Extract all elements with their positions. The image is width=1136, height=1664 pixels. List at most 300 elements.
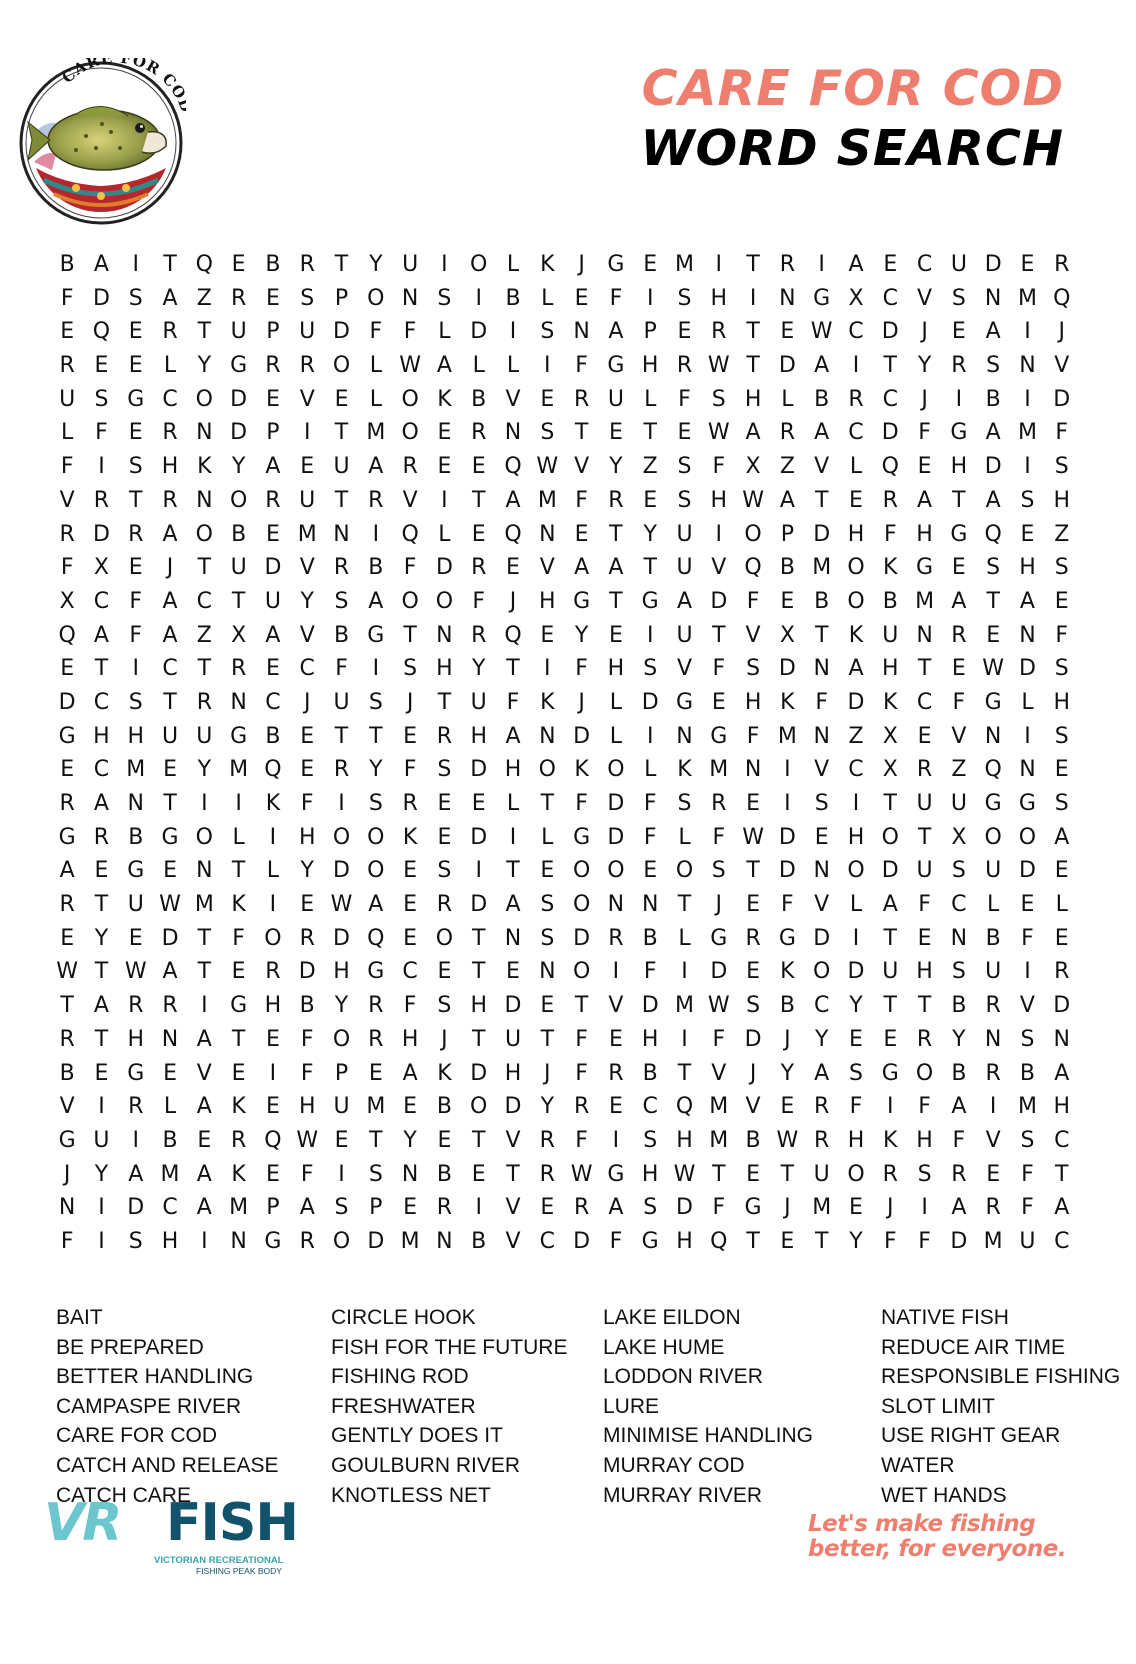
grid-letter[interactable]: F [60,285,74,311]
grid-letter[interactable]: F [609,1228,623,1254]
grid-letter[interactable]: A [368,892,384,918]
grid-letter[interactable]: I [818,252,825,277]
grid-letter[interactable]: R [368,1026,384,1052]
grid-letter[interactable]: E [368,1060,383,1086]
grid-letter[interactable]: D [92,285,110,311]
grid-letter[interactable]: J [784,1026,791,1052]
grid-letter[interactable]: T [609,521,623,547]
grid-letter[interactable]: J [441,1026,448,1052]
grid-letter[interactable]: I [646,285,654,311]
grid-letter[interactable]: R [59,791,75,816]
grid-letter[interactable]: I [269,824,277,850]
grid-letter[interactable]: L [644,757,657,783]
grid-letter[interactable]: A [1054,1060,1070,1086]
grid-letter[interactable]: K [883,689,898,715]
grid-letter[interactable]: E [265,521,280,547]
grid-letter[interactable]: G [881,1060,899,1086]
grid-letter[interactable]: U [916,791,933,816]
grid-letter[interactable]: U [59,386,76,412]
grid-letter[interactable]: D [504,993,522,1019]
grid-letter[interactable]: S [1054,791,1069,816]
grid-letter[interactable]: E [780,588,795,614]
grid-letter[interactable]: H [1053,1094,1071,1120]
grid-letter[interactable]: A [951,1094,967,1120]
grid-letter[interactable]: E [231,959,246,985]
grid-letter[interactable]: S [368,1161,383,1187]
grid-letter[interactable]: S [711,386,726,412]
grid-letter[interactable]: I [612,1127,620,1153]
grid-letter[interactable]: S [1054,656,1069,682]
grid-letter[interactable]: E [883,252,898,277]
grid-letter[interactable]: J [887,1195,894,1221]
grid-letter[interactable]: E [540,1195,555,1221]
grid-letter[interactable]: O [607,858,625,884]
grid-letter[interactable]: L [163,1094,177,1120]
grid-letter[interactable]: B [368,555,384,581]
grid-letter[interactable]: D [504,1094,522,1120]
grid-letter[interactable]: D [710,959,728,985]
grid-letter[interactable]: B [642,925,658,951]
grid-letter[interactable]: T [712,1161,726,1187]
grid-letter[interactable]: E [1020,521,1035,547]
grid-letter[interactable]: V [299,622,315,648]
grid-letter[interactable]: M [400,1228,420,1254]
grid-letter[interactable]: A [162,622,178,648]
grid-letter[interactable]: F [575,487,588,513]
grid-letter[interactable]: E [403,892,418,918]
grid-letter[interactable]: N [1019,757,1036,783]
grid-letter[interactable]: H [264,993,282,1019]
grid-letter[interactable]: S [437,858,452,884]
grid-letter[interactable]: A [951,1195,967,1221]
grid-letter[interactable]: D [573,925,591,951]
grid-letter[interactable]: O [470,1094,488,1120]
grid-letter[interactable]: H [539,588,556,614]
grid-letter[interactable]: K [231,1094,246,1120]
grid-letter[interactable]: U [676,622,693,648]
grid-letter[interactable]: I [303,420,311,446]
grid-letter[interactable]: J [166,555,174,581]
grid-letter[interactable]: R [59,521,75,547]
grid-letter[interactable]: U [1019,1228,1036,1254]
grid-letter[interactable]: Z [196,622,212,648]
grid-letter[interactable]: E [163,757,177,783]
grid-letter[interactable]: E [608,622,623,648]
grid-letter[interactable]: R [985,1195,1001,1221]
grid-letter[interactable]: D [1018,858,1036,884]
grid-letter[interactable]: E [231,1060,246,1086]
grid-letter[interactable]: E [1054,757,1069,783]
grid-letter[interactable]: Y [643,521,657,547]
grid-letter[interactable]: N [779,285,796,311]
grid-letter[interactable]: F [712,824,726,850]
grid-letter[interactable]: E [60,656,75,682]
grid-letter[interactable]: R [608,1060,624,1086]
grid-letter[interactable]: E [437,824,452,850]
grid-letter[interactable]: R [1054,252,1070,277]
grid-letter[interactable]: E [917,454,932,480]
grid-letter[interactable]: S [711,858,726,884]
grid-letter[interactable]: T [506,1161,520,1187]
grid-letter[interactable]: T [574,993,589,1019]
grid-letter[interactable]: M [229,1195,249,1221]
grid-letter[interactable]: Y [197,353,212,379]
grid-letter[interactable]: V [196,1060,212,1086]
grid-letter[interactable]: V [505,1195,521,1221]
grid-letter[interactable]: Q [401,521,419,547]
grid-letter[interactable]: C [848,420,864,446]
grid-letter[interactable]: E [608,420,623,446]
grid-letter[interactable]: H [161,1228,179,1254]
grid-letter[interactable]: D [778,858,796,884]
grid-letter[interactable]: R [93,487,110,513]
grid-letter[interactable]: N [1019,353,1036,379]
grid-letter[interactable]: T [231,858,246,884]
grid-letter[interactable]: X [93,555,109,581]
grid-letter[interactable]: T [129,487,143,513]
grid-letter[interactable]: A [402,1060,418,1086]
grid-letter[interactable]: U [950,252,967,277]
grid-letter[interactable]: K [677,757,692,783]
grid-letter[interactable]: H [401,1026,419,1052]
grid-letter[interactable]: M [709,1094,729,1120]
grid-letter[interactable]: P [369,1195,383,1221]
grid-letter[interactable]: Q [984,757,1002,783]
grid-letter[interactable]: G [127,1060,145,1086]
grid-letter[interactable]: U [333,454,350,480]
grid-letter[interactable]: I [201,791,208,816]
grid-letter[interactable]: H [641,353,659,379]
grid-letter[interactable]: T [780,1161,795,1187]
grid-letter[interactable]: T [883,791,897,816]
grid-letter[interactable]: X [882,723,898,749]
grid-letter[interactable]: I [475,285,482,311]
grid-letter[interactable]: S [128,454,143,480]
grid-letter[interactable]: V [505,1127,521,1153]
grid-letter[interactable]: Q [504,622,522,648]
grid-letter[interactable]: I [441,252,448,277]
grid-letter[interactable]: R [128,521,144,547]
grid-letter[interactable]: E [746,892,761,918]
grid-letter[interactable]: R [951,353,967,379]
grid-letter[interactable]: B [128,824,144,850]
grid-letter[interactable]: U [882,959,899,985]
grid-letter[interactable]: D [847,959,865,985]
grid-letter[interactable]: D [778,824,796,850]
grid-letter[interactable]: I [1024,454,1031,480]
grid-letter[interactable]: L [266,858,280,884]
grid-letter[interactable]: R [265,487,281,513]
grid-letter[interactable]: A [196,1026,212,1052]
grid-letter[interactable]: A [985,487,1001,513]
grid-letter[interactable]: D [435,555,453,581]
grid-letter[interactable]: E [746,959,761,985]
grid-letter[interactable]: Y [300,588,314,614]
grid-letter[interactable]: A [93,252,109,277]
grid-letter[interactable]: J [578,689,585,715]
grid-letter[interactable]: F [403,757,417,783]
grid-letter[interactable]: D [333,925,350,951]
grid-letter[interactable]: W [707,353,730,379]
grid-letter[interactable]: E [780,1228,795,1254]
grid-letter[interactable]: E [780,1094,795,1120]
grid-letter[interactable]: Y [403,1127,417,1153]
grid-letter[interactable]: R [676,353,693,379]
grid-letter[interactable]: K [540,252,555,277]
grid-letter[interactable]: H [641,1161,659,1187]
grid-letter[interactable]: E [1054,858,1069,884]
grid-letter[interactable]: C [299,656,315,682]
grid-letter[interactable]: A [93,791,109,816]
grid-letter[interactable]: T [883,925,897,951]
grid-letter[interactable]: O [572,858,591,884]
grid-letter[interactable]: T [94,959,109,985]
grid-letter[interactable]: E [506,959,520,985]
grid-letter[interactable]: F [95,420,108,446]
grid-letter[interactable]: F [1021,925,1034,951]
grid-letter[interactable]: A [93,993,109,1019]
grid-letter[interactable]: E [403,1094,418,1120]
grid-letter[interactable]: K [780,959,795,985]
grid-letter[interactable]: D [333,319,350,345]
grid-letter[interactable]: E [849,487,863,513]
grid-letter[interactable]: V [917,285,933,311]
grid-letter[interactable]: G [367,959,385,985]
grid-letter[interactable]: S [94,386,109,412]
grid-letter[interactable]: U [882,622,899,648]
grid-letter[interactable]: H [1053,487,1071,513]
grid-letter[interactable]: J [509,588,517,614]
grid-letter[interactable]: R [916,1026,933,1052]
grid-letter[interactable]: B [985,925,1001,951]
grid-letter[interactable]: R [162,487,178,513]
grid-letter[interactable]: B [265,252,281,277]
grid-letter[interactable]: G [367,622,385,648]
grid-letter[interactable]: K [574,757,589,783]
grid-letter[interactable]: T [814,1228,829,1254]
grid-letter[interactable]: A [128,1161,144,1187]
grid-letter[interactable]: C [402,959,418,985]
grid-letter[interactable]: N [196,858,213,884]
grid-letter[interactable]: D [470,892,488,918]
grid-letter[interactable]: A [676,588,693,614]
grid-letter[interactable]: N [641,892,659,918]
grid-letter[interactable]: G [607,1161,625,1187]
grid-letter[interactable]: J [749,1060,757,1086]
grid-letter[interactable]: G [607,353,625,379]
grid-letter[interactable]: F [300,1060,314,1086]
grid-letter[interactable]: L [781,386,794,412]
grid-letter[interactable]: A [505,723,521,749]
grid-letter[interactable]: A [505,892,521,918]
grid-letter[interactable]: R [848,386,864,412]
grid-letter[interactable]: F [643,959,657,985]
grid-letter[interactable]: D [813,521,831,547]
grid-letter[interactable]: E [814,824,829,850]
grid-letter[interactable]: Q [675,1094,694,1120]
grid-letter[interactable]: E [951,656,966,682]
grid-letter[interactable]: G [264,1228,282,1254]
grid-letter[interactable]: N [333,521,350,547]
grid-letter[interactable]: H [504,757,522,783]
grid-letter[interactable]: U [230,319,247,345]
grid-letter[interactable]: L [678,824,691,850]
grid-letter[interactable]: C [882,386,898,412]
grid-letter[interactable]: I [132,252,139,277]
grid-letter[interactable]: V [59,487,75,513]
grid-letter[interactable]: R [128,993,144,1019]
grid-letter[interactable]: A [985,420,1001,446]
grid-letter[interactable]: E [128,353,143,379]
grid-letter[interactable]: E [677,319,692,345]
grid-letter[interactable]: S [643,656,658,682]
grid-letter[interactable]: S [334,1195,349,1221]
grid-letter[interactable]: U [676,555,693,581]
grid-letter[interactable]: U [299,487,316,513]
grid-letter[interactable]: I [338,791,345,816]
grid-letter[interactable]: H [950,454,968,480]
grid-letter[interactable]: Y [540,1094,555,1120]
grid-letter[interactable]: B [333,622,350,648]
grid-letter[interactable]: E [334,386,349,412]
grid-letter[interactable]: E [1054,588,1069,614]
grid-letter[interactable]: V [814,757,830,783]
grid-letter[interactable]: D [881,858,899,884]
grid-letter[interactable]: B [59,1060,75,1086]
grid-letter[interactable]: W [56,959,79,985]
grid-letter[interactable]: A [608,1195,624,1221]
grid-letter[interactable]: F [712,454,726,480]
grid-letter[interactable]: T [917,824,932,850]
grid-letter[interactable]: I [852,353,860,379]
grid-letter[interactable]: E [746,1161,761,1187]
grid-letter[interactable]: U [196,723,213,749]
grid-letter[interactable]: D [573,1228,591,1254]
grid-letter[interactable]: A [814,1060,830,1086]
grid-letter[interactable]: A [93,622,109,648]
grid-letter[interactable]: T [94,892,109,918]
grid-letter[interactable]: O [332,1026,351,1052]
grid-letter[interactable]: G [607,252,625,277]
grid-letter[interactable]: I [441,487,448,513]
grid-letter[interactable]: M [537,487,557,513]
grid-letter[interactable]: P [334,285,349,311]
grid-letter[interactable]: V [574,454,590,480]
grid-letter[interactable]: E [917,723,932,749]
grid-letter[interactable]: N [916,622,933,648]
grid-letter[interactable]: T [574,420,589,446]
grid-letter[interactable]: I [784,757,791,783]
grid-letter[interactable]: G [950,521,968,547]
grid-letter[interactable]: T [712,622,726,648]
grid-letter[interactable]: S [746,993,761,1019]
grid-letter[interactable]: F [232,925,245,951]
grid-letter[interactable]: A [779,487,795,513]
grid-letter[interactable]: W [707,993,730,1019]
grid-letter[interactable]: I [475,858,482,884]
grid-letter[interactable]: B [745,1127,761,1153]
grid-letter[interactable]: C [916,689,933,715]
grid-letter[interactable]: U [230,555,247,581]
grid-letter[interactable]: Y [471,656,486,682]
grid-letter[interactable]: T [334,723,349,749]
grid-letter[interactable]: V [814,892,830,918]
grid-letter[interactable]: E [471,454,486,480]
grid-letter[interactable]: D [1053,993,1071,1019]
grid-letter[interactable]: U [916,858,933,884]
grid-letter[interactable]: B [59,252,75,277]
grid-letter[interactable]: I [921,1195,928,1221]
grid-letter[interactable]: D [984,252,1002,277]
grid-letter[interactable]: G [127,858,145,884]
grid-letter[interactable]: A [265,622,281,648]
grid-letter[interactable]: E [677,420,692,446]
grid-letter[interactable]: V [985,1127,1001,1153]
grid-letter[interactable]: Q [504,521,522,547]
grid-letter[interactable]: H [93,723,110,749]
grid-letter[interactable]: Y [300,858,314,884]
grid-letter[interactable]: I [887,1094,894,1120]
grid-letter[interactable]: T [540,791,555,816]
grid-letter[interactable]: S [403,656,418,682]
grid-letter[interactable]: D [881,319,899,345]
grid-letter[interactable]: G [58,824,76,850]
grid-letter[interactable]: D [641,993,659,1019]
grid-letter[interactable]: X [59,588,75,614]
grid-letter[interactable]: R [608,925,624,951]
grid-letter[interactable]: D [470,824,488,850]
grid-letter[interactable]: F [712,656,726,682]
grid-letter[interactable]: Z [779,454,795,480]
grid-letter[interactable]: L [472,353,485,379]
grid-letter[interactable]: E [951,319,966,345]
grid-letter[interactable]: S [951,858,966,884]
grid-letter[interactable]: T [60,993,74,1019]
grid-letter[interactable]: G [950,420,968,446]
grid-letter[interactable]: Q [710,1228,728,1254]
grid-letter[interactable]: R [985,1060,1001,1086]
grid-letter[interactable]: Q [984,521,1002,547]
grid-letter[interactable]: T [437,689,452,715]
grid-letter[interactable]: I [955,386,963,412]
grid-letter[interactable]: R [814,1127,830,1153]
grid-letter[interactable]: D [470,319,488,345]
grid-letter[interactable]: R [814,1094,830,1120]
grid-letter[interactable]: M [675,252,694,277]
grid-letter[interactable]: F [952,1127,966,1153]
grid-letter[interactable]: U [504,1026,522,1052]
grid-letter[interactable]: W [570,1161,593,1187]
grid-letter[interactable]: K [780,689,795,715]
grid-letter[interactable]: N [401,285,419,311]
grid-letter[interactable]: F [403,555,417,581]
grid-letter[interactable]: E [643,487,658,513]
grid-letter[interactable]: E [231,252,246,277]
grid-letter[interactable]: K [402,824,418,850]
grid-letter[interactable]: E [849,1026,863,1052]
grid-letter[interactable]: I [98,454,105,480]
grid-letter[interactable]: E [128,555,143,581]
grid-letter[interactable]: R [573,1094,590,1120]
grid-letter[interactable]: L [678,925,691,951]
grid-letter[interactable]: Y [952,1026,966,1052]
grid-letter[interactable]: M [126,757,146,783]
grid-letter[interactable]: U [985,858,1002,884]
grid-letter[interactable]: J [544,1060,551,1086]
grid-letter[interactable]: E [540,622,555,648]
grid-letter[interactable]: V [299,386,315,412]
grid-letter[interactable]: G [573,824,591,850]
